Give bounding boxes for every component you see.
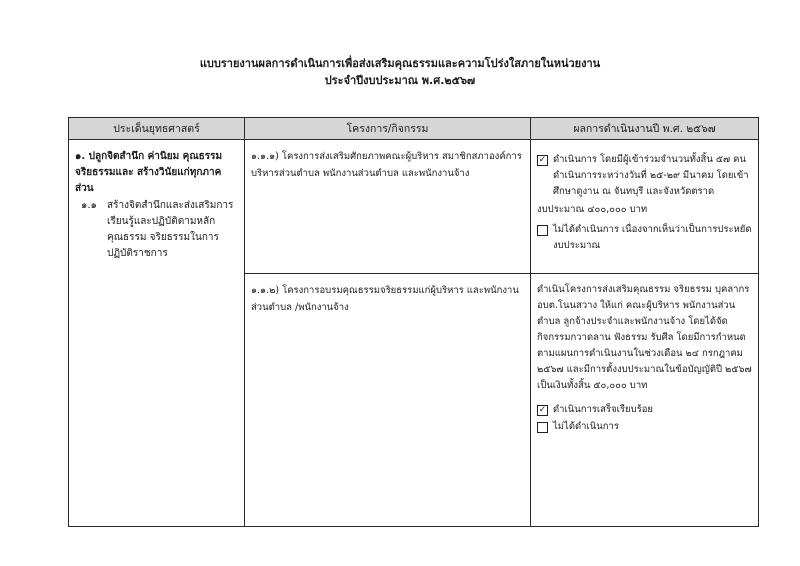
result-1-check-notdone [537, 222, 752, 254]
result-1-notdone-text: ไม่ได้ดำเนินการ เนื่องจากเห็นว่าเป็นการประหยัดงบประมาณ [553, 224, 752, 251]
strategy-sub [75, 198, 238, 262]
checkbox-empty-icon[interactable] [537, 422, 548, 433]
result-2-check-done [537, 402, 752, 418]
header-project: โครงการ/กิจกรรม [245, 118, 531, 140]
project-1-text: ๑.๑.๑) โครงการส่งเสริมศักยภาพคณะผู้บริหาร สมาชิกสภาองค์การบริหารส่วนตำบล พนักงานส่วนตำบล และพนักงานจ้าง [251, 151, 522, 179]
report-title [0, 55, 800, 89]
checkbox-checked-icon[interactable]: ✓ [538, 155, 547, 165]
strategy-sub-number: ๑.๑ [81, 200, 97, 211]
table-header-row [69, 118, 759, 140]
strategy-sub-text: สร้างจิตสำนึกและส่งเสริมการเรียนรู้และปฏิบัติตามหลักคุณธรรม จริยธรรมในการปฏิบัติราชการ [107, 200, 234, 259]
project-cell-2 [245, 274, 531, 527]
result-cell-2 [531, 274, 759, 527]
result-1-check-done [537, 152, 752, 200]
result-2-notdone-text: ไม่ได้ดำเนินการ [553, 421, 619, 432]
report-table [68, 117, 759, 527]
project-2-text: ๑.๑.๒) โครงการอบรมคุณธรรมจริยธรรมแก่ผู้บริหาร และพนักงานส่วนตำบล /พนักงานจ้าง [251, 285, 519, 313]
table-row [69, 140, 759, 274]
result-1-done-text: ดำเนินการ โดยมีผู้เข้าร่วมจำนวนทั้งสิ้น ๕๗ คน ดำเนินการระหว่างวันที่ ๒๕-๒๙ มีนาคม โดยเข้าศึกษาดูงาน ณ จันทบุรี และจังหวัดตราด [553, 154, 749, 197]
result-2-description: ดำเนินโครงการส่งเสริมคุณธรรม จริยธรรม บุคลากร อบต.โนนสวาง ให้แก่ คณะผู้บริหาร พนักงานส่วนตำบล ลูกจ้างประจำและพนักงานจ้าง โดยได้จัดกิจกรรมกวาดลาน ฟังธรรม รับศีล โดยมีการกำหนดตามแผนการดำเนินงานในช่วงเดือน ๒๔ กรกฎาคม ๒๕๖๗ และมีการตั้งงบประมาณในข้อบัญญัติปี ๒๕๖๗ เป็นเงินทั้งสิ้น ๕๐,๐๐๐ บาท [537, 284, 752, 391]
header-result: ผลการดำเนินงานปี พ.ศ. ๒๕๖๗ [531, 118, 759, 140]
result-2-check-notdone [537, 419, 752, 435]
project-cell-1 [245, 140, 531, 274]
title-line-2: ประจำปีงบประมาณ พ.ศ.๒๕๖๗ [324, 74, 476, 87]
result-cell-1 [531, 140, 759, 274]
strategy-main: ๑. ปลูกจิตสำนึก ค่านิยม คุณธรรม จริยธรรมและ สร้างวินัยแก่ทุกภาคส่วน [75, 151, 223, 194]
header-strategy: ประเด็นยุทธศาสตร์ [69, 118, 245, 140]
checkbox-empty-icon[interactable] [537, 225, 548, 236]
checkbox-checked-icon[interactable]: ✓ [538, 405, 547, 415]
strategy-cell [69, 140, 245, 527]
result-2-done-text: ดำเนินการเสร็จเรียบร้อย [553, 404, 653, 415]
title-line-1: แบบรายงานผลการดำเนินการเพื่อส่งเสริมคุณธรรมและความโปร่งใสภายในหน่วยงาน [199, 57, 601, 70]
result-1-budget: งบประมาณ ๔๐๐,๐๐๐ บาท [537, 204, 648, 215]
